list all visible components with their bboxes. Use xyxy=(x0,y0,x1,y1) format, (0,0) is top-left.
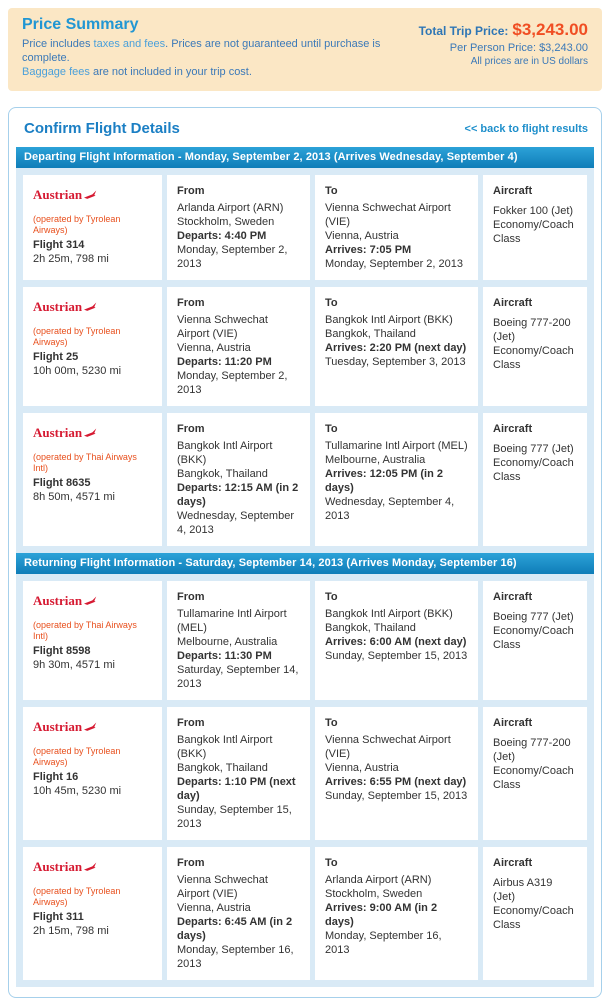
aircraft-label: Aircraft xyxy=(493,717,533,729)
aircraft-cell xyxy=(483,287,587,406)
from-city: Melbourne, Australia xyxy=(177,636,278,648)
from-airport: Vienna Schwechat Airport (VIE) xyxy=(177,314,268,340)
cabin-class: Economy/Coach Class xyxy=(493,345,574,371)
from-label: From xyxy=(177,717,205,729)
flight-row xyxy=(23,175,587,280)
airline-name: Austrian xyxy=(33,299,83,314)
to-city: Melbourne, Australia xyxy=(325,454,426,466)
austrian-airlines-logo xyxy=(33,184,97,206)
airline-name: Austrian xyxy=(33,859,83,874)
from-airport: Vienna Schwechat Airport (VIE) xyxy=(177,874,268,900)
to-airport: Vienna Schwechat Airport (VIE) xyxy=(325,734,451,760)
arrives-time: Arrives: 9:00 AM (in 2 days) xyxy=(325,902,438,928)
to-cell xyxy=(315,413,478,546)
price-note-line1-pre: Price includes xyxy=(22,38,94,50)
price-note-line1-post: . Prices are not guaranteed until purchase is complete. xyxy=(22,38,381,64)
confirm-flight-details-panel xyxy=(8,107,602,998)
from-cell xyxy=(167,581,310,700)
departs-time: Departs: 6:45 AM (in 2 days) xyxy=(177,916,293,942)
airline-name: Austrian xyxy=(33,593,83,608)
arrives-date: Monday, September 2, 2013 xyxy=(325,258,463,270)
baggage-fees-link[interactable]: Baggage fees xyxy=(22,66,90,78)
airline-chevron-icon xyxy=(84,860,97,874)
flight-number: Flight 314 xyxy=(33,239,85,251)
arrives-time: Arrives: 6:55 PM (next day) xyxy=(325,776,467,788)
from-city: Vienna, Austria xyxy=(177,902,251,914)
from-cell xyxy=(167,707,310,840)
from-label: From xyxy=(177,185,205,197)
cabin-class: Economy/Coach Class xyxy=(493,219,574,245)
to-label: To xyxy=(325,857,338,869)
to-city: Stockholm, Sweden xyxy=(325,888,423,900)
aircraft-cell xyxy=(483,847,587,980)
airline-chevron-icon xyxy=(84,594,97,608)
to-label: To xyxy=(325,423,338,435)
airline-name: Austrian xyxy=(33,187,83,202)
from-city: Bangkok, Thailand xyxy=(177,762,268,774)
from-airport: Bangkok Intl Airport (BKK) xyxy=(177,440,273,466)
arrives-date: Wednesday, September 4, 2013 xyxy=(325,496,455,522)
flight-duration: 2h 15m, 798 mi xyxy=(33,925,109,937)
from-cell xyxy=(167,175,310,280)
to-city: Bangkok, Thailand xyxy=(325,328,416,340)
price-note-line2-post: are not included in your trip cost. xyxy=(89,66,252,78)
airline-cell xyxy=(23,287,162,406)
airline-chevron-icon xyxy=(84,188,97,202)
airline-name: Austrian xyxy=(33,425,83,440)
airline-chevron-icon xyxy=(84,300,97,314)
flight-number: Flight 8635 xyxy=(33,477,91,489)
austrian-airlines-logo xyxy=(33,296,97,318)
arrives-time: Arrives: 7:05 PM xyxy=(325,244,412,256)
price-summary-panel xyxy=(8,8,602,91)
airline-cell xyxy=(23,847,162,980)
aircraft-type: Boeing 777 (Jet) xyxy=(493,611,574,623)
arrives-date: Tuesday, September 3, 2013 xyxy=(325,356,466,368)
operated-by-label: (operated by Tyrolean Airways) xyxy=(33,886,121,907)
aircraft-label: Aircraft xyxy=(493,185,533,197)
departs-time: Departs: 11:20 PM xyxy=(177,356,272,368)
taxes-and-fees-link[interactable]: taxes and fees xyxy=(93,38,166,50)
cabin-class: Economy/Coach Class xyxy=(493,905,574,931)
cabin-class: Economy/Coach Class xyxy=(493,457,574,483)
flight-row xyxy=(23,581,587,700)
arrives-date: Sunday, September 15, 2013 xyxy=(325,650,468,662)
to-airport: Bangkok Intl Airport (BKK) xyxy=(325,314,453,326)
returning-section-header: Returning Flight Information - Saturday, September 14, 2013 (Arrives Monday, September 16) xyxy=(16,553,594,574)
departs-time: Departs: 1:10 PM (next day) xyxy=(177,776,296,802)
operated-by-label: (operated by Thai Airways Intl) xyxy=(33,452,137,473)
to-cell xyxy=(315,175,478,280)
to-airport: Bangkok Intl Airport (BKK) xyxy=(325,608,453,620)
from-label: From xyxy=(177,857,205,869)
arrives-time: Arrives: 2:20 PM (next day) xyxy=(325,342,467,354)
returning-flights-table xyxy=(16,574,594,987)
from-city: Stockholm, Sweden xyxy=(177,216,275,228)
aircraft-cell xyxy=(483,707,587,840)
aircraft-cell xyxy=(483,175,587,280)
price-note-line1 xyxy=(22,37,392,65)
flight-duration: 10h 00m, 5230 mi xyxy=(33,365,122,377)
flight-duration: 8h 50m, 4571 mi xyxy=(33,491,115,503)
total-trip-price xyxy=(419,20,588,40)
to-cell xyxy=(315,581,478,700)
to-airport: Tullamarine Intl Airport (MEL) xyxy=(325,440,468,452)
from-cell xyxy=(167,413,310,546)
flight-row xyxy=(23,847,587,980)
to-airport: Arlanda Airport (ARN) xyxy=(325,874,432,886)
from-cell xyxy=(167,287,310,406)
airline-cell xyxy=(23,175,162,280)
flight-number: Flight 311 xyxy=(33,911,84,923)
flight-duration: 9h 30m, 4571 mi xyxy=(33,659,115,671)
departs-time: Departs: 11:30 PM xyxy=(177,650,272,662)
from-city: Bangkok, Thailand xyxy=(177,468,268,480)
departs-date: Saturday, September 14, 2013 xyxy=(177,664,299,690)
aircraft-type: Airbus A319 (Jet) xyxy=(493,877,553,903)
to-cell xyxy=(315,287,478,406)
from-cell xyxy=(167,847,310,980)
flight-duration: 2h 25m, 798 mi xyxy=(33,253,109,265)
from-city: Vienna, Austria xyxy=(177,342,251,354)
from-airport: Arlanda Airport (ARN) xyxy=(177,202,284,214)
flight-duration: 10h 45m, 5230 mi xyxy=(33,785,122,797)
per-person-price-label: Per Person Price: xyxy=(449,42,536,54)
austrian-airlines-logo xyxy=(33,590,97,612)
airline-chevron-icon xyxy=(84,720,97,734)
austrian-airlines-logo xyxy=(33,422,97,444)
aircraft-type: Boeing 777-200 (Jet) xyxy=(493,317,571,343)
price-summary-title: Price Summary xyxy=(22,16,139,33)
aircraft-cell xyxy=(483,581,587,700)
total-trip-price-label: Total Trip Price: xyxy=(418,24,509,38)
to-label: To xyxy=(325,185,338,197)
to-city: Vienna, Austria xyxy=(325,230,399,242)
departing-section-header: Departing Flight Information - Monday, September 2, 2013 (Arrives Wednesday, September 4) xyxy=(16,147,594,168)
departs-date: Wednesday, September 4, 2013 xyxy=(177,510,294,536)
departs-time: Departs: 12:15 AM (in 2 days) xyxy=(177,482,299,508)
departs-date: Monday, September 2, 2013 xyxy=(177,244,288,270)
aircraft-type: Boeing 777 (Jet) xyxy=(493,443,574,455)
arrives-date: Monday, September 16, 2013 xyxy=(325,930,442,956)
to-city: Vienna, Austria xyxy=(325,762,399,774)
arrives-date: Sunday, September 15, 2013 xyxy=(325,790,468,802)
from-label: From xyxy=(177,297,205,309)
airline-cell xyxy=(23,707,162,840)
per-person-price xyxy=(419,42,588,54)
aircraft-label: Aircraft xyxy=(493,423,533,435)
from-airport: Bangkok Intl Airport (BKK) xyxy=(177,734,273,760)
from-label: From xyxy=(177,423,205,435)
flight-number: Flight 16 xyxy=(33,771,79,783)
back-to-flight-results-link[interactable]: << back to flight results xyxy=(464,122,588,135)
aircraft-label: Aircraft xyxy=(493,857,533,869)
flight-number: Flight 8598 xyxy=(33,645,91,657)
departs-date: Monday, September 2, 2013 xyxy=(177,370,288,396)
operated-by-label: (operated by Tyrolean Airways) xyxy=(33,326,121,347)
flight-row xyxy=(23,287,587,406)
to-cell xyxy=(315,847,478,980)
to-label: To xyxy=(325,717,338,729)
price-note-line2 xyxy=(22,65,392,79)
total-trip-price-value: $3,243.00 xyxy=(512,20,588,39)
cabin-class: Economy/Coach Class xyxy=(493,625,574,651)
departs-date: Sunday, September 15, 2013 xyxy=(177,804,292,830)
operated-by-label: (operated by Tyrolean Airways) xyxy=(33,214,121,235)
flight-number: Flight 25 xyxy=(33,351,79,363)
to-city: Bangkok, Thailand xyxy=(325,622,416,634)
airline-cell xyxy=(23,581,162,700)
airline-cell xyxy=(23,413,162,546)
cabin-class: Economy/Coach Class xyxy=(493,765,574,791)
to-cell xyxy=(315,707,478,840)
arrives-time: Arrives: 6:00 AM (next day) xyxy=(325,636,467,648)
austrian-airlines-logo xyxy=(33,716,97,738)
operated-by-label: (operated by Thai Airways Intl) xyxy=(33,620,137,641)
aircraft-label: Aircraft xyxy=(493,297,533,309)
aircraft-type: Boeing 777-200 (Jet) xyxy=(493,737,571,763)
airline-chevron-icon xyxy=(84,426,97,440)
airline-name: Austrian xyxy=(33,719,83,734)
to-label: To xyxy=(325,297,338,309)
aircraft-type: Fokker 100 (Jet) xyxy=(493,205,574,217)
departs-date: Monday, September 16, 2013 xyxy=(177,944,294,970)
flight-row xyxy=(23,413,587,546)
departing-flights-table xyxy=(16,168,594,553)
operated-by-label: (operated by Tyrolean Airways) xyxy=(33,746,121,767)
per-person-price-value: $3,243.00 xyxy=(539,42,588,54)
aircraft-label: Aircraft xyxy=(493,591,533,603)
austrian-airlines-logo xyxy=(33,856,97,878)
aircraft-cell xyxy=(483,413,587,546)
to-airport: Vienna Schwechat Airport (VIE) xyxy=(325,202,451,228)
currency-note: All prices are in US dollars xyxy=(470,56,588,67)
from-label: From xyxy=(177,591,205,603)
from-airport: Tullamarine Intl Airport (MEL) xyxy=(177,608,287,634)
departs-time: Departs: 4:40 PM xyxy=(177,230,267,242)
to-label: To xyxy=(325,591,338,603)
page-title: Confirm Flight Details xyxy=(24,120,180,137)
flight-row xyxy=(23,707,587,840)
arrives-time: Arrives: 12:05 PM (in 2 days) xyxy=(325,468,443,494)
